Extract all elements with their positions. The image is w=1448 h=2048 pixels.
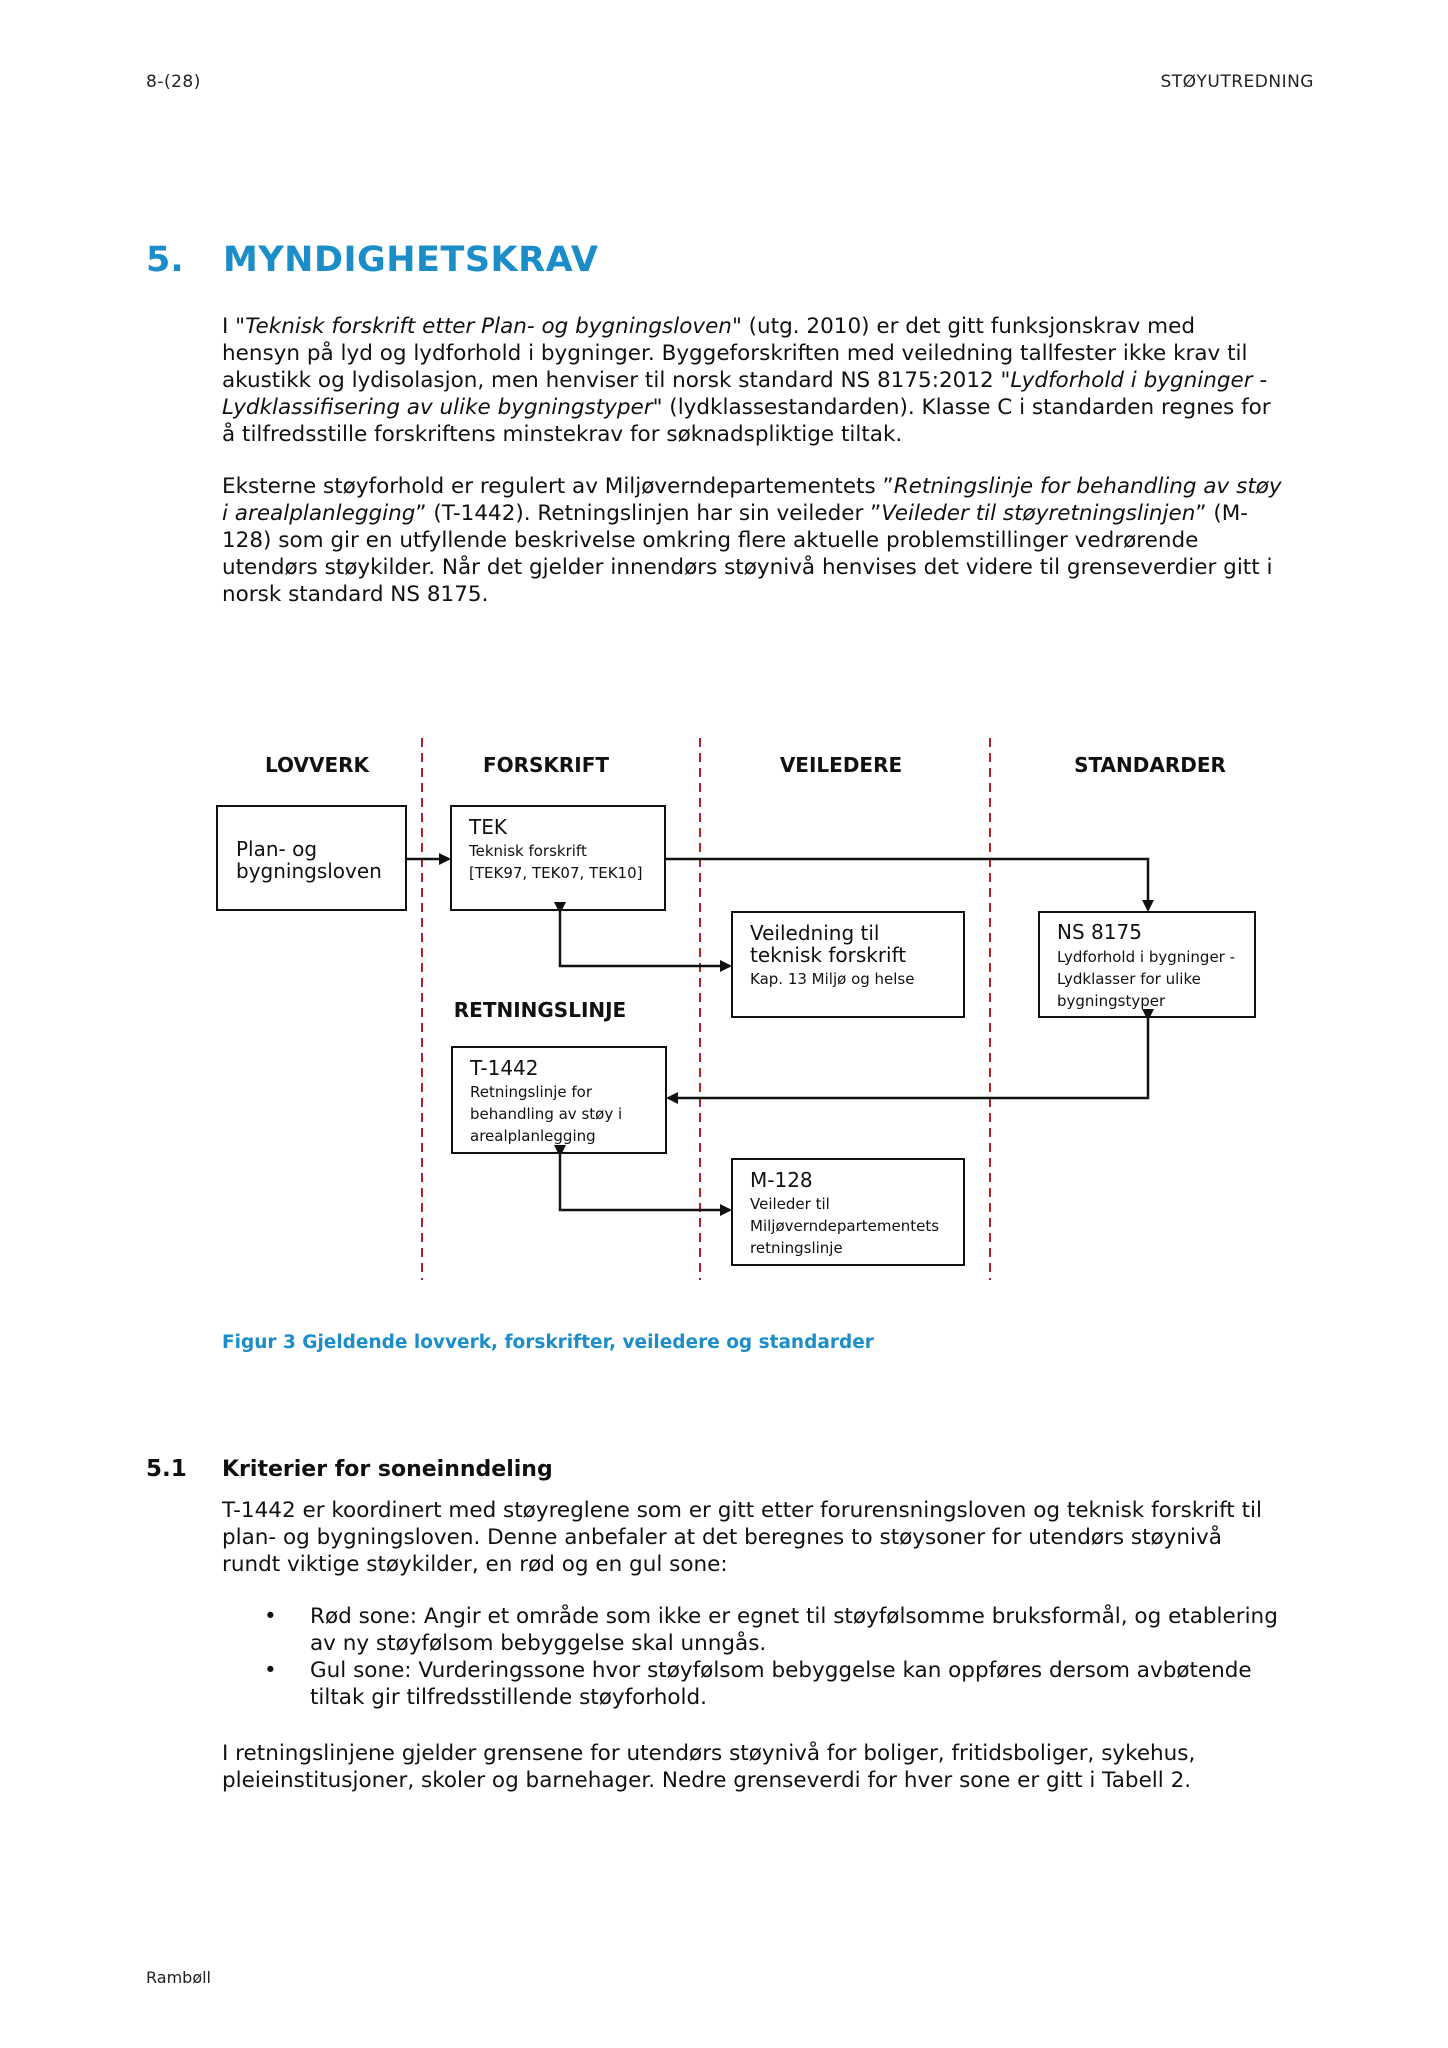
box-tek-sub-2: [TEK97, TEK07, TEK10] <box>469 864 643 882</box>
box-m128-sub-2: Miljøverndepartementets <box>750 1217 940 1235</box>
box-veiledning-title-1: Veiledning til <box>750 921 880 945</box>
text-line: pleieinstitusjoner, skoler og barnehager. Nedre grenseverdi for hver sone er gitt i Tabell 2. <box>222 1768 1192 1793</box>
text-line: 128) som gir en utfyllende beskrivelse omkring flere aktuelle problemstillinger vedrørende <box>222 528 1199 553</box>
text-line: plan- og bygningsloven. Denne anbefaler at det beregnes to støysoner for utendørs støynivå <box>222 1525 1222 1550</box>
box-t1442-sub-2: behandling av støy i <box>470 1105 623 1123</box>
box-t1442-sub-1: Retningslinje for <box>470 1083 593 1101</box>
text-line: T-1442 er koordinert med støyreglene som er gitt etter forurensningsloven og teknisk forskrift til <box>222 1498 1262 1523</box>
chapter-number: 5. <box>146 240 184 280</box>
column-header-standarder: STANDARDER <box>1074 753 1226 777</box>
column-header-veiledere: VEILEDERE <box>779 753 903 777</box>
text-line: hensyn på lyd og lydforhold i bygninger. Byggeforskriften med veiledning tallfester ikke krav til <box>222 341 1248 366</box>
box-tek-sub-1: Teknisk forskrift <box>469 842 587 860</box>
box-t1442-title: T-1442 <box>470 1056 539 1080</box>
text-line: I "Teknisk forskrift etter Plan- og bygningsloven" (utg. 2010) er det gitt funksjonskrav med <box>222 314 1195 339</box>
text-line: norsk standard NS 8175. <box>222 582 489 607</box>
chapter-title: MYNDIGHETSKRAV <box>223 240 599 280</box>
arrow-t1442-m128 <box>560 1155 730 1210</box>
box-ns-title: NS 8175 <box>1057 920 1142 944</box>
box-plan-line-1: Plan- og <box>236 837 318 861</box>
text-line: I retningslinjene gjelder grensene for utendørs støynivå for boliger, fritidsboliger, sykehus, <box>222 1741 1196 1766</box>
box-plan-line-2: bygningsloven <box>236 859 382 883</box>
box-t1442-sub-3: arealplanlegging <box>470 1127 596 1145</box>
list-item <box>222 1657 1322 1711</box>
box-veiledning-sub-1: Kap. 13 Miljø og helse <box>750 970 915 988</box>
arrow-tek-veiledning <box>560 912 730 966</box>
bullet-line: Gul sone: Vurderingssone hvor støyfølsom bebyggelse kan oppføres dersom avbøtende <box>310 1658 1252 1683</box>
box-m128-sub-1: Veileder til <box>750 1195 830 1213</box>
retningslinje-label: RETNINGSLINJE <box>453 998 627 1022</box>
arrow-tek-to-ns <box>665 859 1148 910</box>
text-line: Lydklassifisering av ulike bygningstyper" (lydklassestandarden). Klasse C i standarden regnes for <box>222 395 1271 420</box>
text-line: rundt viktige støykilder, en rød og en gul sone: <box>222 1552 728 1577</box>
bullet-line: Rød sone: Angir et område som ikke er egnet til støyfølsomme bruksformål, og etablering <box>310 1604 1278 1629</box>
bullet-icon: • <box>264 1658 277 1683</box>
column-header-lovverk: LOVVERK <box>264 753 370 777</box>
text-line: Eksterne støyforhold er regulert av Miljøverndepartementets ”Retningslinje for behandling av støy <box>222 474 1282 499</box>
paragraph-limits <box>222 1740 1322 1794</box>
footer-company: Rambøll <box>146 1968 211 1987</box>
zone-bullet-list <box>222 1603 1322 1711</box>
section-title: Kriterier for soneinndeling <box>222 1457 553 1482</box>
bullet-line: av ny støyfølsom bebyggelse skal unngås. <box>310 1631 767 1656</box>
text-line: utendørs støykilder. Når det gjelder innendørs støynivå henvises det videre til grenseverdier gitt i <box>222 555 1273 580</box>
box-m128-title: M-128 <box>750 1168 813 1192</box>
box-ns-sub-3: bygningstyper <box>1057 992 1166 1010</box>
box-ns-sub-2: Lydklasser for ulike <box>1057 970 1201 988</box>
list-item <box>222 1603 1322 1657</box>
box-veiledning-title-2: teknisk forskrift <box>750 943 907 967</box>
box-tek-title: TEK <box>469 815 507 839</box>
column-header-forskrift: FORSKRIFT <box>482 753 610 777</box>
text-line: i arealplanlegging” (T-1442). Retningslinjen har sin veileder ”Veileder til støyretningslinjen” (M- <box>222 501 1249 526</box>
document-title: STØYUTREDNING <box>1160 72 1314 92</box>
bullet-icon: • <box>264 1604 277 1629</box>
text-line: akustikk og lydisolasjon, men henviser til norsk standard NS 8175:2012 "Lydforhold i bygninger - <box>222 368 1268 393</box>
figure-caption: Figur 3 Gjeldende lovverk, forskrifter, veiledere og standarder <box>222 1332 874 1353</box>
section-number: 5.1 <box>146 1456 187 1482</box>
page-number: 8-(28) <box>146 72 201 92</box>
box-ns-sub-1: Lydforhold i bygninger - <box>1057 948 1236 966</box>
box-m128-sub-3: retningslinje <box>750 1239 843 1257</box>
bullet-line: tiltak gir tilfredsstillende støyforhold. <box>310 1685 707 1710</box>
text-line: å tilfredsstille forskriftens minstekrav for søknadspliktige tiltak. <box>222 422 903 447</box>
arrow-ns-t1442 <box>668 1019 1148 1098</box>
paragraph-t1442 <box>222 1497 1322 1578</box>
